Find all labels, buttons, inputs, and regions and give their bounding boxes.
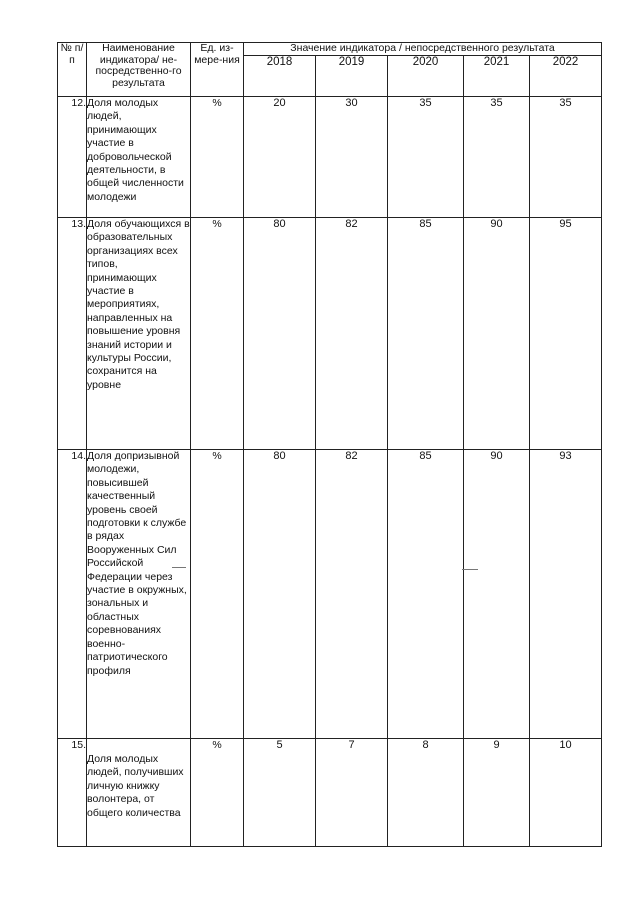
- value-cell: 35: [464, 97, 530, 218]
- value-cell: 90: [464, 218, 530, 450]
- value-cell: 35: [530, 97, 602, 218]
- table-row: [58, 450, 602, 739]
- value-cell: 95: [530, 218, 602, 450]
- row-number: 13.: [58, 218, 87, 450]
- scan-artifact: [172, 567, 186, 568]
- unit-cell: %: [191, 450, 244, 739]
- value-cell: 7: [316, 739, 388, 847]
- unit-cell: %: [191, 97, 244, 218]
- header-year: 2019: [316, 56, 388, 97]
- indicator-name: Доля обучающихся в образовательных организациях всех типов, принимающих участие в мероприятиях, направленных на повышение уровня знаний истории и культуры России, сохранится на уровне: [87, 218, 191, 450]
- header-num: № п/п: [58, 43, 87, 97]
- indicator-name: Доля молодых людей, принимающих участие в добровольческой деятельности, в общей численности молодежи: [87, 97, 191, 218]
- value-cell: 35: [388, 97, 464, 218]
- header-name: Наименование индикатора/ не-посредственно-го результата: [87, 43, 191, 97]
- value-cell: 80: [244, 450, 316, 739]
- unit-cell: %: [191, 218, 244, 450]
- header-value-group: Значение индикатора / непосредственного результата: [244, 43, 602, 56]
- indicator-name: Доля допризывной молодежи, повысившей качественный уровень своей подготовки к службе в рядах Вооруженных Сил Российской Федерации через участие в окружных, зональных и областных соревнованиях военно-патриотического профиля: [87, 450, 191, 739]
- value-cell: 8: [388, 739, 464, 847]
- indicator-name: Доля молодых людей, получивших личную книжку волонтера, от общего количества: [87, 739, 191, 847]
- table-header-row: [58, 43, 602, 56]
- value-cell: 85: [388, 218, 464, 450]
- header-year: 2020: [388, 56, 464, 97]
- table-row: [58, 218, 602, 450]
- value-cell: 5: [244, 739, 316, 847]
- value-cell: 82: [316, 218, 388, 450]
- value-cell: 20: [244, 97, 316, 218]
- header-year: 2021: [464, 56, 530, 97]
- unit-cell: %: [191, 739, 244, 847]
- table-row: [58, 97, 602, 218]
- value-cell: 80: [244, 218, 316, 450]
- row-number: 15.: [58, 739, 87, 847]
- header-year: 2018: [244, 56, 316, 97]
- indicator-table: [57, 42, 602, 847]
- value-cell: 93: [530, 450, 602, 739]
- row-number: 14.: [58, 450, 87, 739]
- value-cell: 85: [388, 450, 464, 739]
- value-cell: 30: [316, 97, 388, 218]
- value-cell: 9: [464, 739, 530, 847]
- value-cell: 10: [530, 739, 602, 847]
- row-number: 12.: [58, 97, 87, 218]
- header-year: 2022: [530, 56, 602, 97]
- value-cell: 82: [316, 450, 388, 739]
- header-unit: Ед. из-мере-ния: [191, 43, 244, 97]
- table-row: [58, 739, 602, 847]
- value-cell: 90: [464, 450, 530, 739]
- scan-artifact: [462, 569, 478, 570]
